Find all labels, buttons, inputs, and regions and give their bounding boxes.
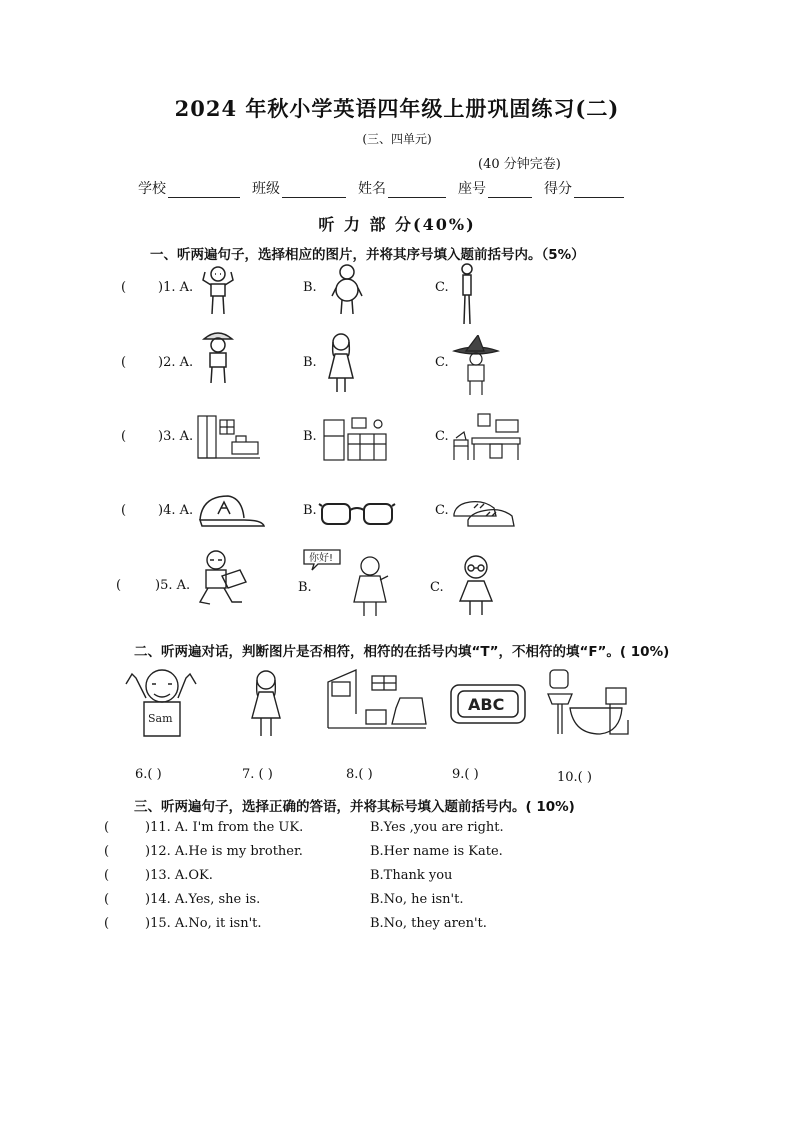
girl-with-glasses-image [452,553,500,617]
time-note: (40 分钟完卷) [478,157,561,172]
q1-b-label: B. [303,280,317,295]
kitchen-image [322,412,390,464]
q2-paren[interactable]: ( [121,355,127,370]
name-field [358,178,446,198]
q2-b-label: B. [303,355,317,370]
q15-option-a: )15. A.No, it isn't. [145,916,262,931]
q11-option-a: )11. A. I'm from the UK. [145,820,304,835]
boy-reading-image [192,548,252,610]
q4-paren[interactable]: ( [121,503,127,518]
q13-paren[interactable]: ( [104,868,110,883]
q3-c-label: C. [435,429,449,444]
abc-pencil-box-image [448,682,528,726]
score-blank[interactable] [574,183,624,198]
q5-b-label: B. [298,580,312,595]
school-blank[interactable] [168,183,240,198]
witch-hat-image [452,335,500,397]
page-title: 2024 年秋小学英语四年级上册巩固练习(二) [174,96,620,121]
q12-option-a: )12. A.He is my brother. [145,844,303,859]
abc-text: ABC [468,695,505,714]
shoes-image [452,494,518,532]
school-field [138,178,240,198]
class-field [252,178,346,198]
q7-answer[interactable]: 7. ( ) [242,767,273,782]
class-label: 班级 [252,181,280,197]
strong-boy-image [198,262,238,318]
q3-label: )3. A. [158,429,194,444]
seat-label: 座号 [458,181,486,197]
cap-image [196,492,266,530]
q3-paren[interactable]: ( [121,429,127,444]
name-label: 姓名 [358,181,386,197]
girl-in-dress-image [322,330,360,394]
q5-label: )5. A. [155,578,191,593]
q13-option-b: B.Thank you [370,868,453,883]
page-subtitle: (三、四单元) [362,132,432,146]
part2-instruction: 二、听两遍对话，判断图片是否相符，相符的在括号内填“T”，不相符的填“F”。( 10%) [134,644,670,660]
q8-answer[interactable]: 8.( ) [346,767,373,782]
part1-instruction: 一、听两遍句子，选择相应的图片，并将其序号填入题前括号内。（5%） [150,247,585,263]
q11-paren[interactable]: ( [104,820,110,835]
girl-saying-hello-image [300,548,392,618]
boy-with-cap-image [198,327,238,387]
listening-section-title: 听 力 部 分(40%) [318,215,476,234]
name-blank[interactable] [388,183,446,198]
seat-blank[interactable] [488,183,532,198]
q3-b-label: B. [303,429,317,444]
score-field [544,178,624,198]
part3-instruction: 三、听两遍句子，选择正确的答语，并将其标号填入题前括号内。( 10%) [134,799,575,815]
q2-label: )2. A. [158,355,194,370]
q4-label: )4. A. [158,503,194,518]
q11-option-b: B.Yes ,you are right. [370,820,504,835]
q15-option-b: B.No, they aren't. [370,916,487,931]
score-label: 得分 [544,181,572,197]
q1-paren[interactable]: ( [121,280,127,295]
q5-paren[interactable]: ( [116,578,122,593]
q6-answer[interactable]: 6.( ) [135,767,162,782]
bathroom-image [544,664,632,740]
study-room-image [450,410,522,464]
thin-tall-boy-image [458,262,476,326]
glasses-image [318,500,396,528]
q10-answer[interactable]: 10.( ) [557,770,592,785]
sam-image [122,664,200,740]
fat-boy-image [330,262,364,318]
q1-c-label: C. [435,280,449,295]
q13-option-a: )13. A.OK. [145,868,213,883]
q14-option-b: B.No, he isn't. [370,892,464,907]
q14-option-a: )14. A.Yes, she is. [145,892,261,907]
q14-paren[interactable]: ( [104,892,110,907]
q2-c-label: C. [435,355,449,370]
seat-field [458,178,532,198]
q1-label: )1. A. [158,280,194,295]
q4-b-label: B. [303,503,317,518]
q12-paren[interactable]: ( [104,844,110,859]
sam-text: Sam [148,712,173,725]
girl-image [246,668,286,738]
bedroom-image [196,412,262,462]
q9-answer[interactable]: 9.( ) [452,767,479,782]
q4-c-label: C. [435,503,449,518]
nihao-text: 你好! [309,553,334,564]
school-label: 学校 [138,181,166,197]
q5-c-label: C. [430,580,444,595]
class-blank[interactable] [282,183,346,198]
q12-option-b: B.Her name is Kate. [370,844,503,859]
student-info-row [138,178,658,198]
q15-paren[interactable]: ( [104,916,110,931]
living-room-image [326,668,428,732]
